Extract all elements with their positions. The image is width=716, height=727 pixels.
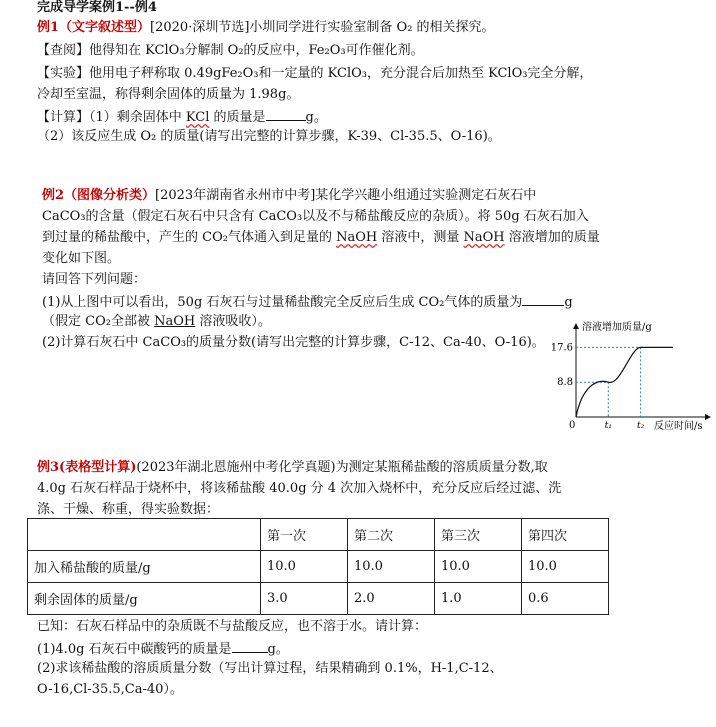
example2-source: [2023年湖南省永州市中考] <box>155 188 316 203</box>
table-cell: 加入稀盐酸的质量/g <box>28 551 261 583</box>
example1-line1 <box>37 20 495 36</box>
example3-tag: 例3(表格型计算) <box>37 460 137 475</box>
table-cell: 10.0 <box>261 551 348 583</box>
example2-l3-mid: 溶液中，测量 <box>377 230 464 245</box>
example3-q2b: O-16,Cl-35.5,Ca-40）。 <box>37 682 183 697</box>
x-axis-label: 反应时间/s <box>654 421 703 432</box>
example1-source: [2020·深圳节选] <box>150 20 250 35</box>
example2-q1 <box>42 293 573 311</box>
example1-exp-label: 【实验】 <box>37 66 90 81</box>
table-cell: 0.6 <box>522 583 609 615</box>
example2-line3 <box>42 230 600 246</box>
example2-q1-end: g <box>564 295 573 310</box>
table-header-cell <box>28 519 261 551</box>
example1-line4: 冷却至室温，称得剩余固体的质量为 1.98g。 <box>37 87 300 102</box>
table-header-cell: 第二次 <box>348 519 435 551</box>
table-row <box>28 551 609 583</box>
x-tick-label-t1: t₁ <box>604 421 612 431</box>
example1-q1-pre: （1）剩余固体中 <box>89 110 186 125</box>
example1-q1-end: g。 <box>305 110 327 125</box>
example2-q2: (2)计算石灰石中 CaCO₃的质量分数(请写出完整的计算步骤，C-12、Ca-40、O-16)。 <box>42 335 545 350</box>
example1-answer-blank[interactable] <box>266 108 306 121</box>
origin-label: 0 <box>569 420 576 431</box>
example1-kcl: KCl <box>185 110 210 125</box>
example3-q1-end: g。 <box>267 642 289 657</box>
example2-l1: 某化学兴趣小组通过实验测定石灰石中 <box>315 188 537 203</box>
example2-line5: 请回答下列问题： <box>42 272 147 287</box>
table-cell: 10.0 <box>435 551 522 583</box>
table-cell: 1.0 <box>435 583 522 615</box>
example1-calc-label: 【计算】 <box>37 110 90 125</box>
example3-line2: 4.0g 石灰石样品于烧杯中，将该稀盐酸 40.0g 分 4 次加入烧杯中，充分反应后经过滤、洗 <box>37 481 562 496</box>
table-header-cell: 第一次 <box>261 519 348 551</box>
example3-q1-text: (1)4.0g 石灰石中碳酸钙的质量是 <box>37 642 232 657</box>
table-cell: 3.0 <box>261 583 348 615</box>
example2-q1-text: (1)从上图中可以看出，50g 石灰石与过量稀盐酸完全反应后生成 CO₂气体的质量为 <box>42 295 523 310</box>
example1-intro: 小圳同学进行实验室制备 O₂ 的相关探究。 <box>249 20 495 35</box>
example1-tag: 例1（文字叙述型） <box>37 20 151 35</box>
y-tick-label-8-8: 8.8 <box>557 377 573 389</box>
example2-naoh-2: NaOH <box>463 230 505 245</box>
experiment-table <box>27 518 609 615</box>
example1-line5 <box>37 108 327 126</box>
table-header-cell: 第三次 <box>435 519 522 551</box>
example3-answer-blank[interactable] <box>232 640 268 653</box>
example2-naoh-3: NaOH <box>154 314 196 329</box>
mass-time-chart <box>542 318 714 434</box>
example3-line1 <box>37 460 548 476</box>
example1-line3 <box>37 66 592 82</box>
page-title: 完成导学案例1--例4 <box>37 0 157 15</box>
example1-exp-text: 他用电子秤称取 0.49gFe₂O₃和一定量的 KClO₃，充分混合后加热至 KClO₃完全分解， <box>89 66 593 81</box>
table-cell: 10.0 <box>348 551 435 583</box>
table-header-row <box>28 519 609 551</box>
example2-q1b-end: 溶液吸收）。 <box>195 314 271 329</box>
example2-q1b <box>42 314 271 330</box>
example2-line4: 变化如下图。 <box>42 251 121 266</box>
table-cell: 剩余固体的质量/g <box>28 583 261 615</box>
example2-naoh-1: NaOH <box>336 230 378 245</box>
example1-check-label: 【查阅】 <box>37 43 90 58</box>
example1-line6: （2）该反应生成 O₂ 的质量(请写出完整的计算步骤，K-39、Cl-35.5、O-16)。 <box>37 129 501 144</box>
example2-l3-pre: 到过量的稀盐酸中，产生的 CO₂气体通入到足量的 <box>42 230 337 245</box>
example2-l3-end: 溶液增加的质量 <box>504 230 600 245</box>
example3-q2: (2)求该稀盐酸的溶质质量分数（写出计算过程，结果精确到 0.1%，H-1,C-12、 <box>37 661 503 676</box>
table-cell: 2.0 <box>348 583 435 615</box>
example2-line2: CaCO₃的含量（假定石灰石中只含有 CaCO₃以及不与稀盐酸反应的杂质）。将 50g 石灰石加入 <box>42 209 589 224</box>
example2-answer-blank[interactable] <box>522 293 564 306</box>
example1-check-text: 他得知在 KClO₃分解制 O₂的反应中，Fe₂O₃可作催化剂。 <box>89 43 424 58</box>
y-tick-label-17-6: 17.6 <box>550 342 573 354</box>
example2-line1 <box>42 188 536 204</box>
example3-line3: 涤、干燥、称重，得实验数据： <box>37 502 220 517</box>
table-row <box>28 583 609 615</box>
example3-q1 <box>37 640 289 658</box>
table-header-cell: 第四次 <box>522 519 609 551</box>
example3-known: 已知：石灰石样品中的杂质既不与盐酸反应，也不溶于水。请计算： <box>37 619 428 634</box>
table-cell: 10.0 <box>522 551 609 583</box>
example1-q1-mid: 的质量是 <box>209 110 266 125</box>
example2-q1b-pre: （假定 CO₂全部被 <box>42 314 155 329</box>
example3-source: (2023年湖北恩施州中考化学真题)为测定某瓶稀盐酸的溶质质量分数,取 <box>136 460 548 475</box>
example1-line2 <box>37 43 424 59</box>
x-tick-label-t2: t₂ <box>636 421 645 431</box>
example2-tag: 例2（图像分析类） <box>42 188 156 203</box>
y-axis-label: 溶液增加质量/g <box>582 322 652 333</box>
